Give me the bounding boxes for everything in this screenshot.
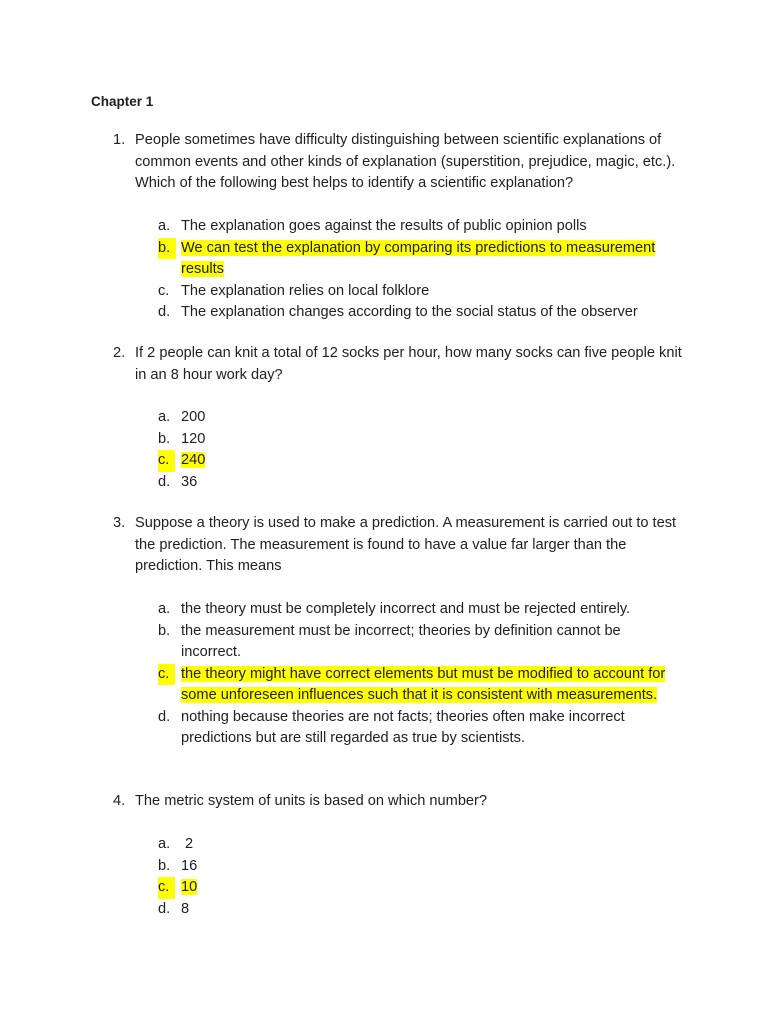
option-d: d. 8 [158, 900, 190, 917]
highlighted-answer: We can test the explanation by comparing its predictions to measurement results [181, 239, 656, 277]
question-number: 3. [113, 515, 126, 531]
question-number: 1. [113, 132, 126, 148]
option-a: a. the theory must be completely incorrect and must be rejected entirely. [158, 601, 631, 617]
highlighted-answer-letter: c. [158, 450, 175, 472]
question-text: Suppose a theory is used to make a prediction. A measurement is carried out to test the prediction. The measurement is found to have a value far larger than the prediction. This means [135, 515, 677, 574]
question-3-options [0, 599, 768, 750]
option-a: a. The explanation goes against the results of public opinion polls [158, 218, 587, 234]
question-number: 2. [113, 345, 126, 361]
highlighted-answer: 10 [181, 879, 198, 895]
option-b: b. 16 [158, 857, 198, 874]
highlighted-answer: 240 [181, 452, 206, 468]
option-c [0, 450, 768, 472]
option-c: c. The explanation relies on local folklore [158, 282, 430, 299]
question-4-options [0, 834, 768, 920]
option-d: d. 36 [158, 473, 198, 490]
chapter-title: Chapter 1 [91, 94, 154, 109]
option-c [0, 877, 768, 899]
question-text: People sometimes have difficulty distinguishing between scientific explanations of common events and other kinds of explanation (superstition, prejudice, magic, etc.). Which of the following best helps to identify a scientific explanation? [135, 132, 676, 191]
question-text: If 2 people can knit a total of 12 socks per hour, how many socks can five people knit in an 8 hour work day? [135, 345, 682, 383]
question-1-options [0, 216, 768, 324]
highlighted-answer-letter: c. [158, 877, 175, 899]
highlighted-answer-letter: c. [158, 664, 175, 686]
question-2-options [0, 407, 768, 493]
option-b [0, 238, 768, 281]
option-b: b. the measurement must be incorrect; theories by definition cannot be incorrect. [158, 622, 621, 660]
option-b: b. 120 [158, 430, 206, 447]
option-a: a. 200 [158, 409, 206, 425]
option-c [0, 664, 768, 707]
question-number: 4. [113, 793, 126, 809]
highlighted-answer-letter: b. [158, 238, 176, 260]
option-d: d. nothing because theories are not facts; theories often make incorrect predictions but are still regarded as true by scientists. [158, 708, 625, 746]
option-a: a. 2 [158, 836, 194, 852]
highlighted-answer: the theory might have correct elements but must be modified to account for some unforeseen influences such that it is consistent with measurements. [181, 665, 666, 703]
question-text: The metric system of units is based on which number? [135, 793, 488, 809]
option-d: d. The explanation changes according to the social status of the observer [158, 304, 638, 320]
